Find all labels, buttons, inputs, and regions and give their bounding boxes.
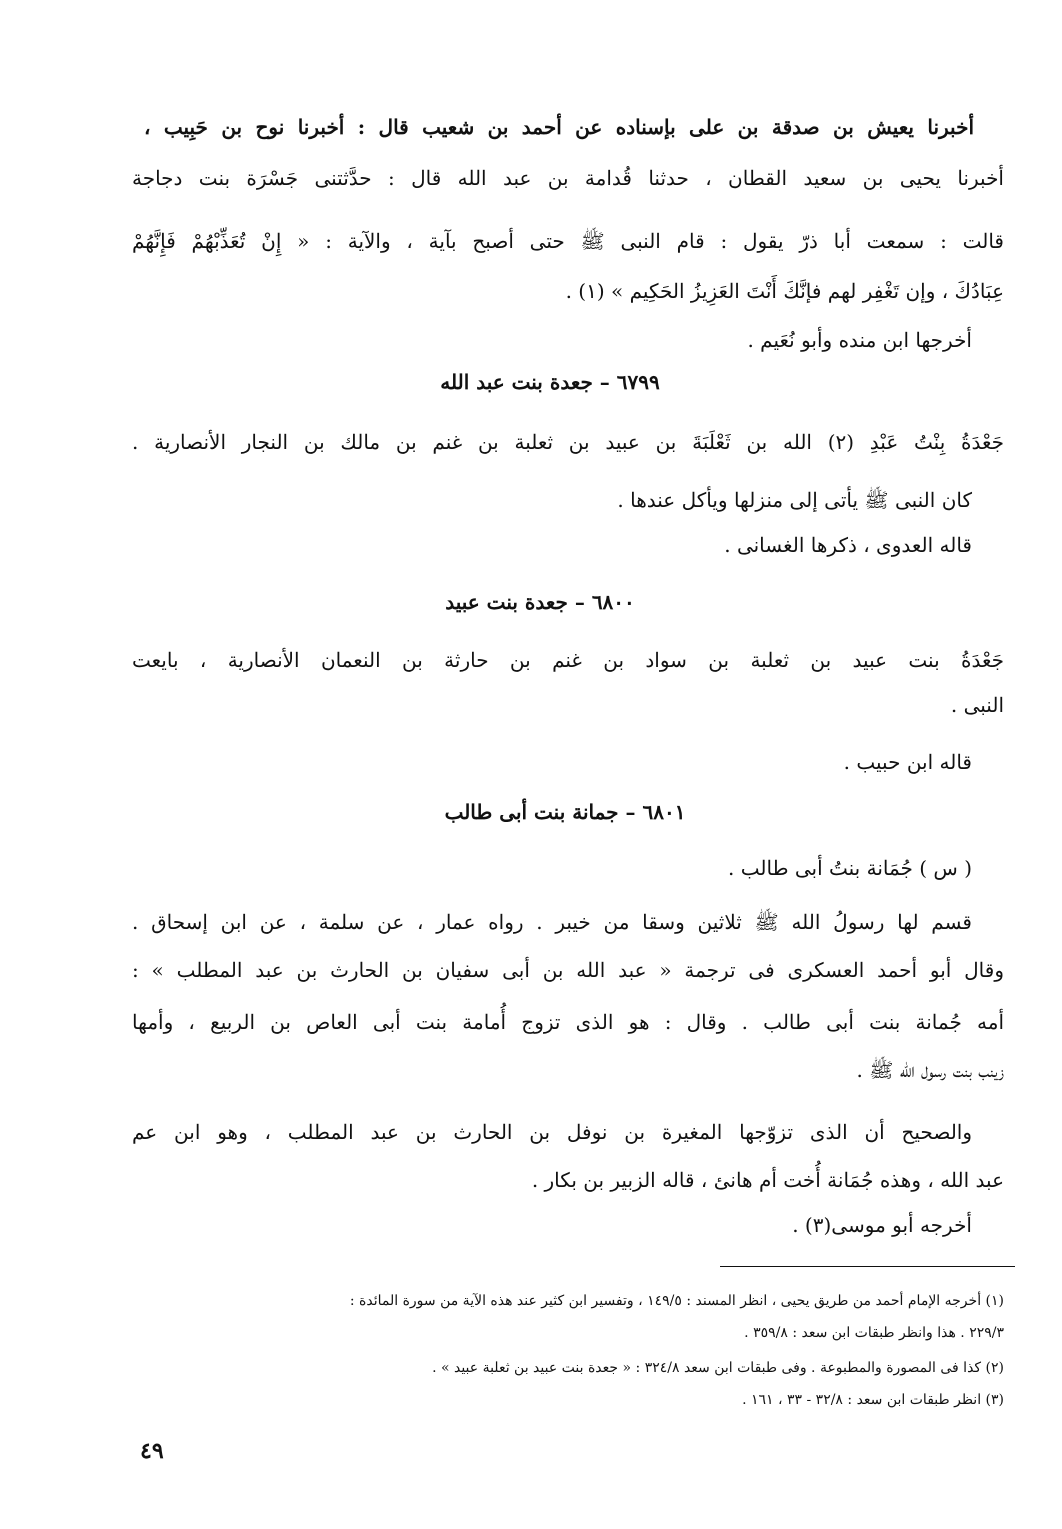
text-line: النبى . (950, 693, 1004, 717)
text-line: أمه جُمانة بنت أبى طالب . وقال : هو الذى تزوج أُمامة بنت أبى العاص بن الربيع ، وأمها (132, 1010, 1004, 1034)
page-number: ٤٩ (140, 1438, 164, 1464)
text-line: جَعْدَةُ بنت عبيد بن ثعلبة بن سواد بن غنم بن حارثة بن النعمان الأنصارية ، بايعت (132, 648, 1004, 672)
entry-heading: ٦٨٠٠ – جعدة بنت عبيد (445, 590, 635, 614)
text-line: أخرجه أبو موسى(٣) . (792, 1213, 972, 1237)
text-line: زينب بنت رسول الله ﷺ . (856, 1058, 1004, 1082)
text-line: أخبرنا يعيش بن صدقة بن على بإسناده عن أحمد بن شعيب قال : أخبرنا نوح بن حَبِيب ، (144, 115, 975, 139)
text-line: قسم لها رسولُ الله ﷺ ثلاثين وسقا من خيبر . رواه عمار ، عن سلمة ، عن ابن إسحاق . (132, 910, 972, 934)
text-line: قاله ابن حبيب . (843, 750, 972, 774)
text-line: وقال أبو أحمد العسكرى فى ترجمة « عبد الله بن أبى سفيان بن الحارث بن عبد المطلب » : (132, 958, 1004, 982)
footnote: (٢) كذا فى المصورة والمطبوعة . وفى طبقات ابن سعد ٣٢٤/٨ : « جعدة بنت عبيد بن ثعلبة عبيد » . (432, 1360, 1004, 1376)
text-line: قاله العدوى ، ذكرها الغسانى . (724, 533, 972, 557)
text-line: والصحيح أن الذى تزوّجها المغيرة بن نوفل بن الحارث بن عبد المطلب ، وهو ابن عم (132, 1120, 972, 1144)
entry-heading: ٦٨٠١ – جمانة بنت أبى طالب (444, 800, 686, 824)
text-line: جَعْدَةُ بِنْتُ عَبْدِ (٢) الله بن ثَعْلَبَةَ بن عبيد بن ثعلبة بن غنم بن مالك بن النجار الأنصارية . (132, 430, 1004, 454)
footnote: (٣) انظر طبقات ابن سعد : ٣٢/٨ - ٣٣ ، ١٦١ . (742, 1392, 1004, 1408)
text-line: ( س ) جُمَانة بنتُ أبى طالب . (728, 856, 972, 880)
text-line: قالت : سمعت أبا ذرّ يقول : قام النبى ﷺ حتى أصبح بآية ، والآية : « إِنْ تُعَذِّبْهُمْ فَإِنَّهُمْ (132, 229, 1004, 253)
text-line: أخرجها ابن منده وأبو نُعَيم . (747, 328, 972, 352)
entry-heading: ٦٧٩٩ – جعدة بنت عبد الله (440, 370, 660, 394)
text-line: عبد الله ، وهذه جُمَانة أُخت أم هانئ ، قاله الزبير بن بكار . (531, 1168, 1004, 1192)
footnote: (١) أخرجه الإمام أحمد من طريق يحيى ، انظر المسند : ١٤٩/٥ ، وتفسير ابن كثير عند هذه الآية من سورة المائدة : (349, 1293, 1004, 1309)
text-line: عِبَادُكَ ، وإن تَغْفِر لهم فإنَّكَ أَنْتَ العَزِيزُ الحَكِيم » (١) . (565, 279, 1004, 303)
footnote-rule (720, 1266, 1015, 1267)
footnote: ٢٢٩/٣ . هذا وانظر طبقات ابن سعد : ٣٥٩/٨ . (744, 1325, 1004, 1341)
text-line: أخبرنا يحيى بن سعيد القطان ، حدثنا قُدامة بن عبد الله قال : حدَّثتنى جَسْرَة بنت دجاجة (132, 166, 1004, 190)
text-line: كان النبى ﷺ يأتى إلى منزلها ويأكل عندها . (617, 488, 972, 512)
